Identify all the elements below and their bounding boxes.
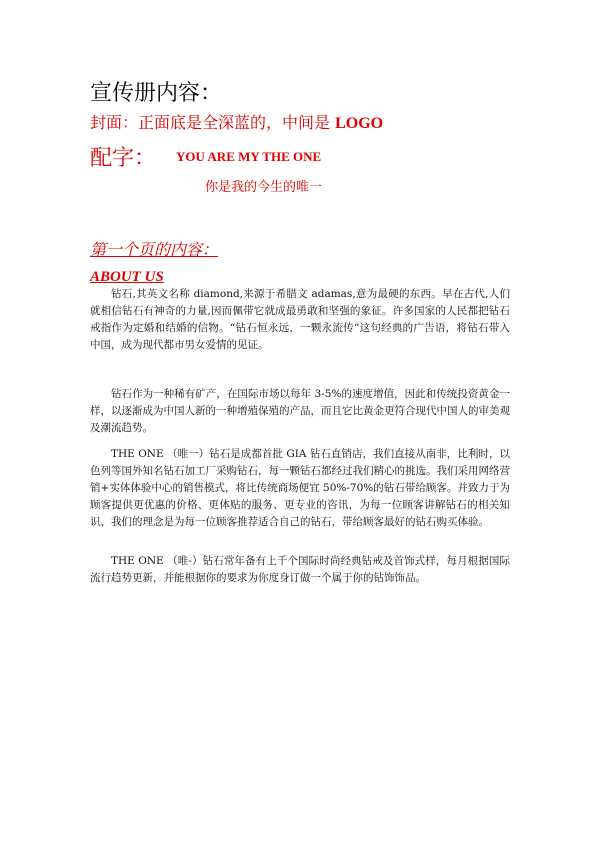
motto-label: 配字：: [90, 146, 157, 171]
cover-text: 封面：正面底是全深蓝的，中间是: [90, 113, 336, 132]
paragraph-intro: 钻石,其英文名称 diamond,来源于希腊文 adamas,意为最硬的东西。早在古代,人们就相信钻石有神奇的力量,因而佩带它就成最勇敢和坚强的象征。许多国家的人民都把钻石戒指作为定婚和结婚的信物。“钻石恒永远，一颗永流传”这句经典的广告语，将钻石带入中国，成为现代都市男女爱情的见证。: [90, 288, 510, 351]
paragraph-investment: 钻石作为一种稀有矿产，在国际市场以每年 3-5%的速度增值，因此和传统投资黄金一样，以逐渐成为中国人新的一种增殖保殖的产品，而且它比黄金更符合现代中国人的审美观及潮流趋势。: [90, 388, 510, 434]
page1-title: 第一个页的内容：: [90, 240, 219, 259]
paragraph-store: THE ONE （唯一）钻石是成都首批 GIA 钻石直销店，我们直接从南非，比利时，以色列等国外知名钻石加工厂采购钻石，每一颗钻石都经过我们精心的挑选。我们采用网络营销+实体体验中心的销售模式，将比传统商场便宜 50%-70%的钻石带给顾客。并致力于为顾客提供更优惠的价格、更体贴的服务、更专业的咨讯，为每一位顾客讲解钻石的相关知识，我们的理念是为每一位顾客推荐适合自己的钻石，带给顾客最好的钻石购买体验。: [90, 448, 510, 528]
motto-chinese: 你是我的今生的唯一: [205, 180, 323, 195]
paragraph-collection: THE ONE （唯-）钻石常年备有上千个国际时尚经典钻戒及首饰式样，每月根据国际流行趋势更新，并能根据你的要求为你度身订做一个属于你的钻饰饰品。: [90, 555, 510, 584]
motto-english: YOU ARE MY THE ONE: [176, 149, 322, 164]
about-us-heading: ABOUT US: [90, 269, 164, 285]
page-heading: 宣传册内容：: [90, 81, 223, 106]
cover-description: [90, 110, 383, 133]
cover-logo-text: LOGO: [335, 115, 384, 132]
